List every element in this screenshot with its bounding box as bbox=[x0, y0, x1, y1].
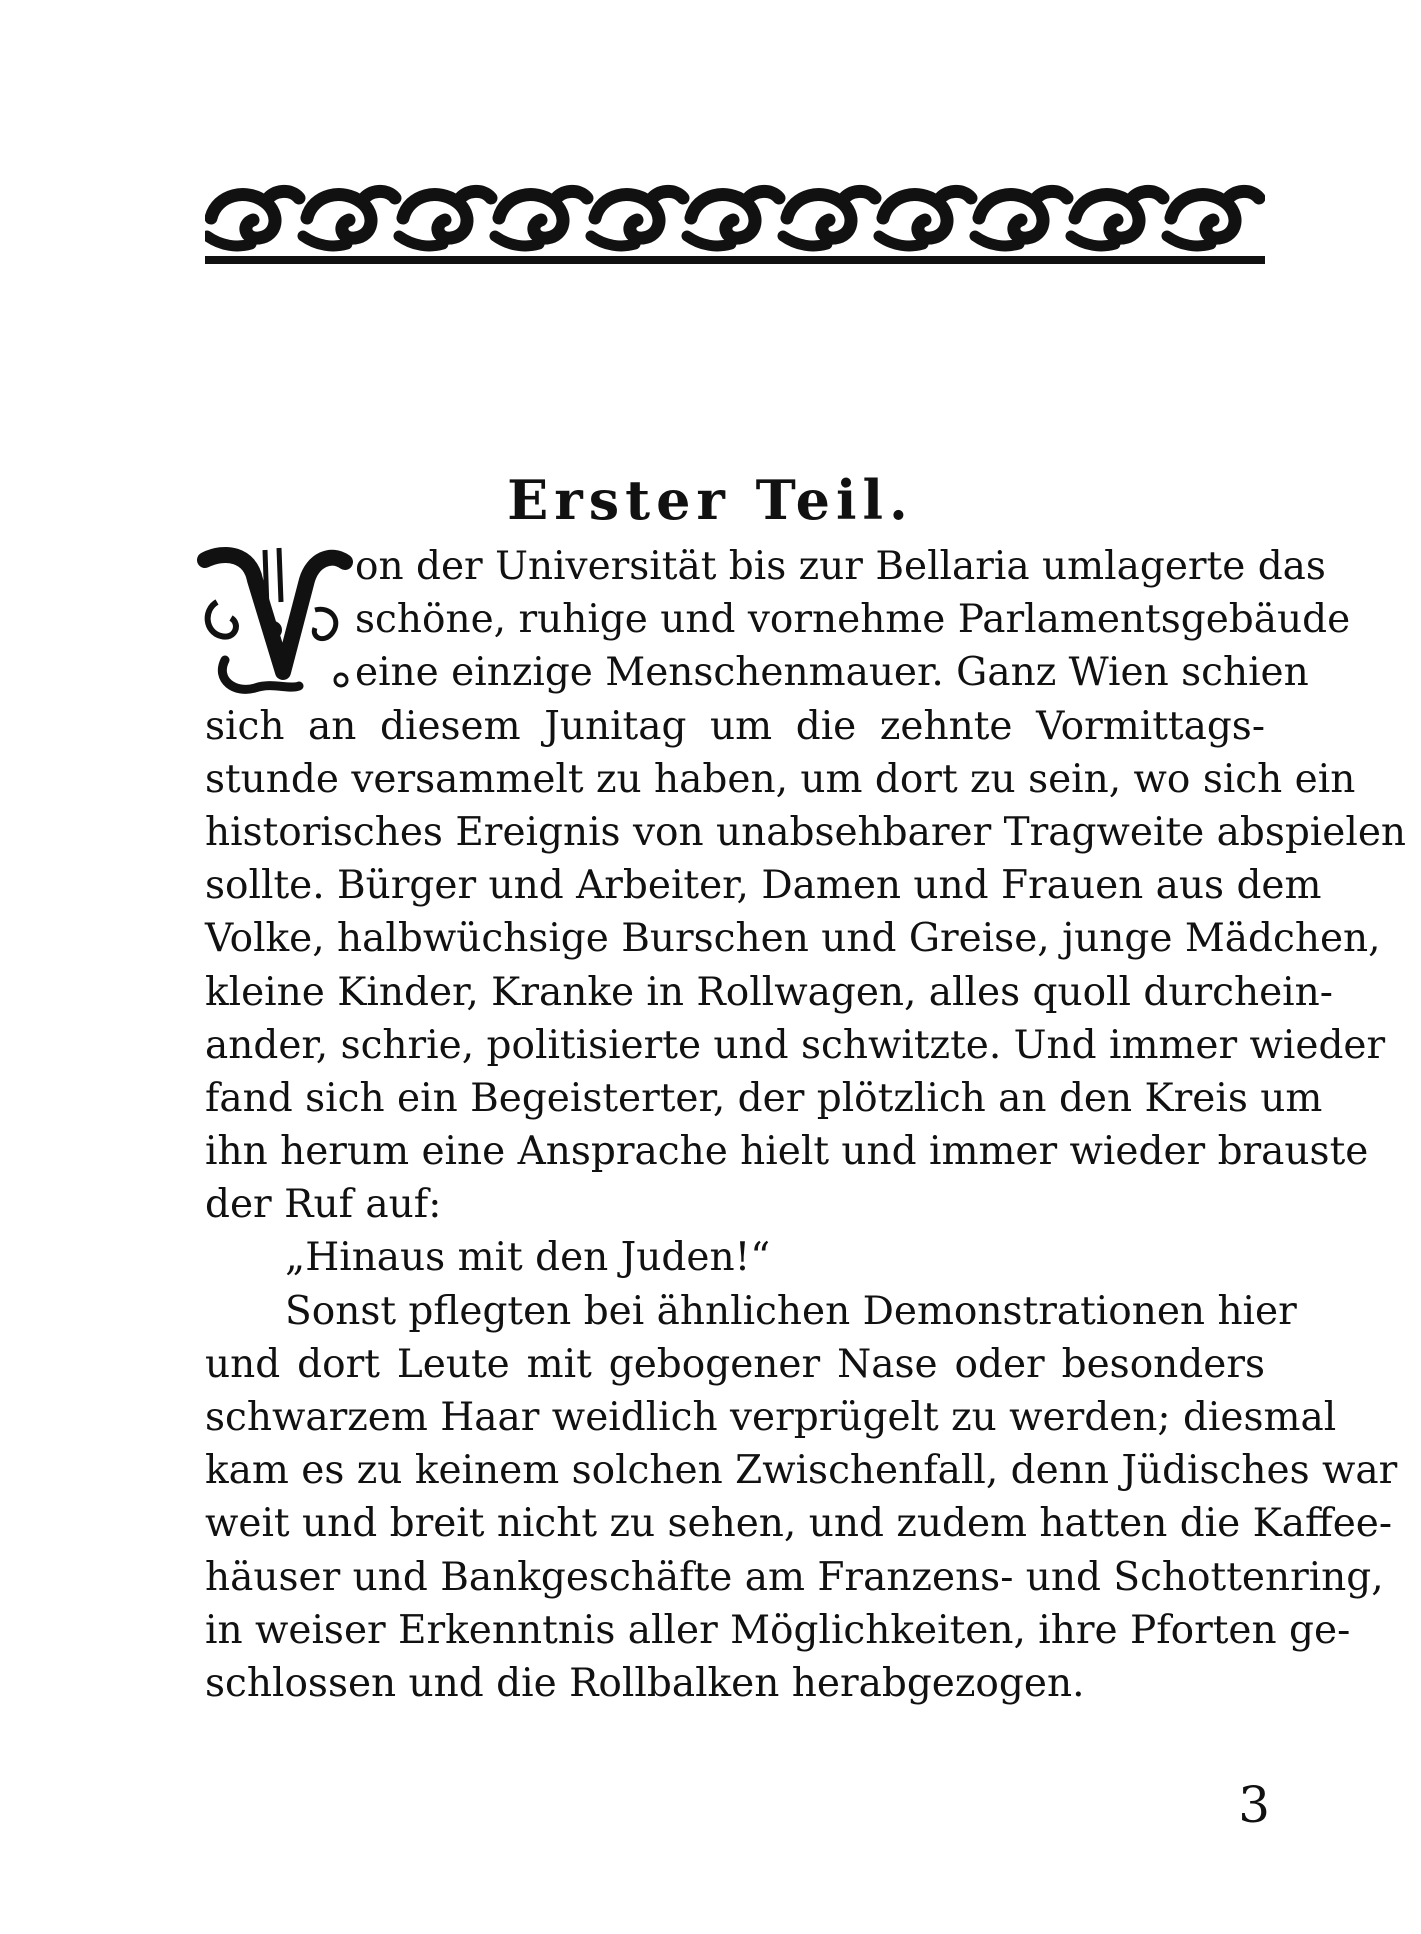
text-line: fand sich ein Begeisterter, der plötzlich an den Kreis um bbox=[205, 1075, 1323, 1121]
quote-line: „Hinaus mit den Juden!“ bbox=[285, 1235, 771, 1281]
text-line: on der Universität bis zur Bellaria umlagerte das bbox=[355, 544, 1326, 589]
text-line: häuser und Bankgeschäfte am Franzens- und Schottenring, bbox=[205, 1554, 1384, 1600]
text-line: stunde versammelt zu haben, um dort zu sein, wo sich ein bbox=[205, 756, 1356, 802]
text-line: Sonst pflegten bei ähnlichen Demonstrationen hier bbox=[285, 1288, 1297, 1334]
text-line: kam es zu keinem solchen Zwischenfall, denn Jüdisches war bbox=[205, 1448, 1398, 1494]
chapter-title: Erster Teil. bbox=[507, 468, 914, 532]
text-line: eine einzige Menschenmauer. Ganz Wien schien bbox=[355, 650, 1309, 696]
text-line: ihn herum eine Ansprache hielt und immer wieder brauste bbox=[205, 1129, 1369, 1175]
text-line: in weiser Erkenntnis aller Möglichkeiten, ihre Pforten ge- bbox=[205, 1607, 1351, 1653]
svg-text:V: V bbox=[195, 540, 196, 541]
text-line: sollte. Bürger und Arbeiter, Damen und Frauen aus dem bbox=[205, 863, 1322, 909]
text-line: schwarzem Haar weidlich verprügelt zu werden; diesmal bbox=[205, 1395, 1337, 1440]
header-ornament bbox=[205, 180, 1265, 270]
text-line: der Ruf auf: bbox=[205, 1182, 442, 1228]
text-line: schöne, ruhige und vornehme Parlamentsgebäude bbox=[355, 597, 1351, 643]
text-line: historisches Ereignis von unabsehbarer Tragweite abspielen bbox=[205, 809, 1407, 855]
text-line: sich an diesem Junitag um die zehnte Vormittags- bbox=[205, 703, 1265, 749]
text-line: kleine Kinder, Kranke in Rollwagen, alles quoll durchein- bbox=[205, 969, 1333, 1015]
body-text bbox=[205, 540, 1407, 1710]
text-line: ander, schrie, politisierte und schwitzte. Und immer wieder bbox=[205, 1022, 1386, 1068]
text-line: und dort Leute mit gebogener Nase oder besonders bbox=[205, 1341, 1265, 1387]
text-line: Volke, halbwüchsige Burschen und Greise, junge Mädchen, bbox=[205, 916, 1381, 962]
text-line: weit und breit nicht zu sehen, und zudem hatten die Kaffee- bbox=[205, 1501, 1393, 1547]
ornament-border-svg bbox=[205, 180, 1265, 270]
page-number: 3 bbox=[1238, 1776, 1270, 1834]
text-line: schlossen und die Rollbalken herabgezogen. bbox=[205, 1660, 1085, 1706]
